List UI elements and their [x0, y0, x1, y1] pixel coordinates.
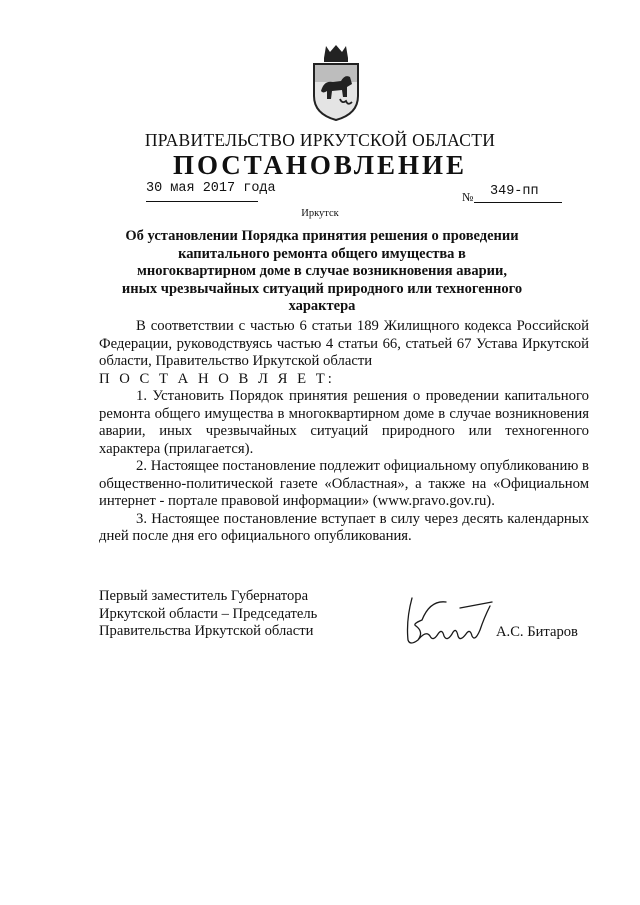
preamble-paragraph: В соответствии с частью 6 статьи 189 Жилищного кодекса Российской Федерации, руководствуясь частью 4 статьи 66, статьей 67 Устава Иркутской области, Правительство Иркутской области	[99, 318, 589, 369]
document-number: 349-пп	[490, 184, 539, 199]
signatory-position	[99, 588, 317, 641]
document-title: Об установлении Порядка принятия решения о проведении капитального ремонта общего имущества в многоквартирном доме в случае возникновения аварии, иных чрезвычайных ситуаций природного или техногенного характера	[121, 228, 523, 315]
organization-name: ПРАВИТЕЛЬСТВО ИРКУТСКОЙ ОБЛАСТИ	[144, 130, 496, 150]
position-line-2: Иркутской области – Председатель	[99, 605, 318, 622]
number-label: №	[462, 190, 474, 204]
signatory-name: А.С. Битаров	[496, 624, 578, 640]
document-type: ПОСТАНОВЛЕНИЕ	[172, 150, 468, 180]
item-paragraph-1: 1. Установить Порядок принятия решения о проведении капитального ремонта общего имущества в многоквартирном доме в случае возникновения аварии, иных чрезвычайных ситуаций природного или техногенного характера (прилагается).	[99, 388, 589, 457]
date-underline	[146, 201, 258, 202]
city-name: Иркутск	[301, 208, 339, 219]
position-line-3: Правительства Иркутской области	[99, 623, 314, 640]
handwritten-signature	[400, 590, 500, 648]
coat-of-arms-emblem	[312, 44, 360, 122]
position-line-1: Первый заместитель Губернатора	[99, 588, 309, 604]
number-underline	[474, 202, 562, 203]
resolves-heading: П О С Т А Н О В Л Я Е Т:	[99, 370, 335, 387]
document-date: 30 мая 2017 года	[146, 181, 276, 196]
item-paragraph-3: 3. Настоящее постановление вступает в силу через десять календарных дней после дня его официального опубликования.	[99, 510, 589, 544]
document-body	[99, 318, 589, 546]
item-paragraph-2: 2. Настоящее постановление подлежит официальному опубликованию в общественно-политической газете «Областная», а также на «Официальном интернет - портале правовой информации» (www.pravo.gov.ru).	[99, 458, 589, 509]
